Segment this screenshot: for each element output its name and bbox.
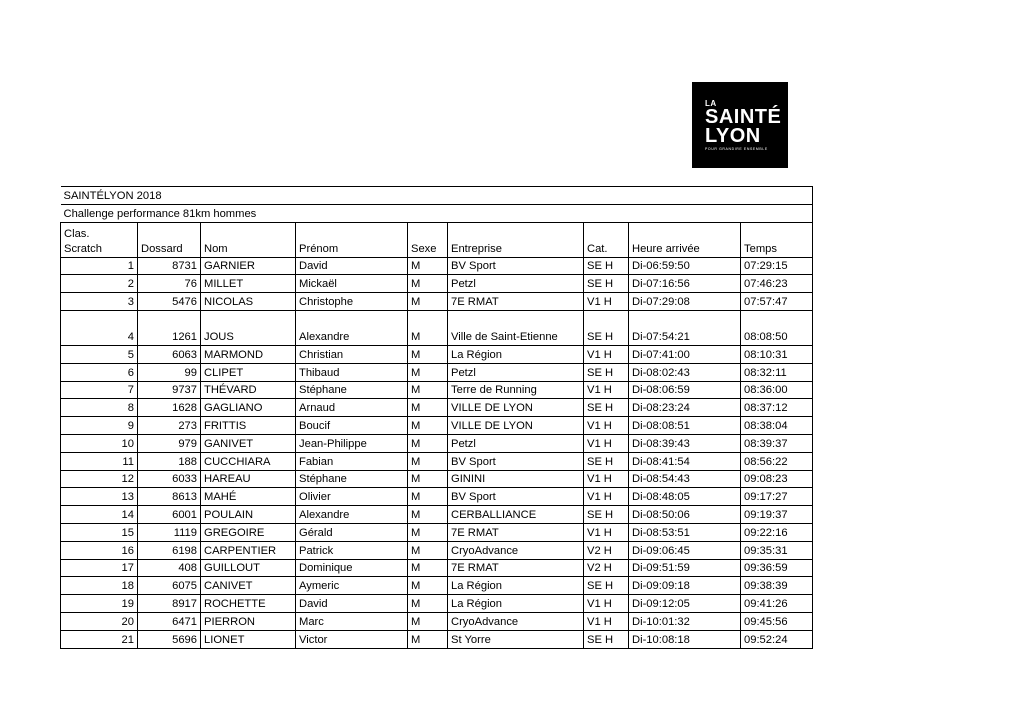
cell-prenom: Thibaud bbox=[296, 363, 408, 381]
cell-prenom: Jean-Philippe bbox=[296, 434, 408, 452]
cell-prenom: David bbox=[296, 257, 408, 275]
cell-nom: ROCHETTE bbox=[201, 595, 296, 613]
cell-cat: V1 H bbox=[584, 381, 629, 399]
table-row bbox=[61, 293, 813, 311]
cell-prenom: Boucif bbox=[296, 417, 408, 435]
cell-temps: 08:10:31 bbox=[741, 345, 813, 363]
cell-rank: 8 bbox=[61, 399, 138, 417]
cell-sexe: M bbox=[408, 434, 448, 452]
cell-prenom: Patrick bbox=[296, 541, 408, 559]
cell-entreprise: La Région bbox=[448, 595, 584, 613]
header-scratch: Scratch bbox=[64, 242, 102, 255]
cell-heure-arrivee: Di-09:09:18 bbox=[629, 577, 741, 595]
cell-prenom: Christian bbox=[296, 345, 408, 363]
table-row bbox=[61, 310, 813, 345]
table-row bbox=[61, 470, 813, 488]
cell-entreprise: 7E RMAT bbox=[448, 293, 584, 311]
cell-rank: 19 bbox=[61, 595, 138, 613]
header-heure-arrivee: Heure arrivée bbox=[629, 222, 741, 257]
cell-sexe: M bbox=[408, 310, 448, 345]
cell-sexe: M bbox=[408, 293, 448, 311]
logo-tagline: POUR GRANDIRE ENSEMBLE bbox=[705, 146, 768, 151]
cell-entreprise: Ville de Saint-Etienne bbox=[448, 310, 584, 345]
cell-rank: 21 bbox=[61, 630, 138, 648]
cell-sexe: M bbox=[408, 275, 448, 293]
cell-nom: LIONET bbox=[201, 630, 296, 648]
cell-cat: V1 H bbox=[584, 345, 629, 363]
header-prenom: Prénom bbox=[296, 222, 408, 257]
cell-rank: 3 bbox=[61, 293, 138, 311]
cell-entreprise: 7E RMAT bbox=[448, 523, 584, 541]
cell-rank: 9 bbox=[61, 417, 138, 435]
cell-nom: JOUS bbox=[201, 310, 296, 345]
cell-dossard: 8731 bbox=[138, 257, 201, 275]
sheet-title: SAINTÉLYON 2018 bbox=[61, 187, 813, 205]
cell-temps: 09:19:37 bbox=[741, 506, 813, 524]
cell-sexe: M bbox=[408, 488, 448, 506]
cell-temps: 07:46:23 bbox=[741, 275, 813, 293]
cell-entreprise: CryoAdvance bbox=[448, 612, 584, 630]
header-dossard: Dossard bbox=[138, 222, 201, 257]
cell-cat: V1 H bbox=[584, 470, 629, 488]
logo-line-la: LA bbox=[705, 98, 717, 108]
cell-dossard: 6471 bbox=[138, 612, 201, 630]
cell-entreprise: La Région bbox=[448, 577, 584, 595]
cell-sexe: M bbox=[408, 417, 448, 435]
cell-rank: 17 bbox=[61, 559, 138, 577]
cell-temps: 09:22:16 bbox=[741, 523, 813, 541]
cell-temps: 08:32:11 bbox=[741, 363, 813, 381]
cell-cat: V2 H bbox=[584, 541, 629, 559]
cell-nom: PIERRON bbox=[201, 612, 296, 630]
cell-rank: 12 bbox=[61, 470, 138, 488]
cell-prenom: David bbox=[296, 595, 408, 613]
cell-dossard: 1261 bbox=[138, 310, 201, 345]
cell-sexe: M bbox=[408, 452, 448, 470]
table-row bbox=[61, 417, 813, 435]
table-row bbox=[61, 523, 813, 541]
cell-nom: GARNIER bbox=[201, 257, 296, 275]
cell-rank: 10 bbox=[61, 434, 138, 452]
cell-rank: 5 bbox=[61, 345, 138, 363]
cell-nom: POULAIN bbox=[201, 506, 296, 524]
cell-dossard: 9737 bbox=[138, 381, 201, 399]
cell-dossard: 5476 bbox=[138, 293, 201, 311]
cell-cat: SE H bbox=[584, 630, 629, 648]
cell-rank: 18 bbox=[61, 577, 138, 595]
table-row bbox=[61, 541, 813, 559]
cell-sexe: M bbox=[408, 363, 448, 381]
cell-entreprise: VILLE DE LYON bbox=[448, 417, 584, 435]
cell-nom: CUCCHIARA bbox=[201, 452, 296, 470]
cell-entreprise: BV Sport bbox=[448, 257, 584, 275]
cell-rank: 4 bbox=[61, 310, 138, 345]
cell-nom: GAGLIANO bbox=[201, 399, 296, 417]
cell-sexe: M bbox=[408, 345, 448, 363]
cell-heure-arrivee: Di-09:06:45 bbox=[629, 541, 741, 559]
cell-heure-arrivee: Di-09:12:05 bbox=[629, 595, 741, 613]
cell-nom: GREGOIRE bbox=[201, 523, 296, 541]
table-row bbox=[61, 345, 813, 363]
cell-nom: GUILLOUT bbox=[201, 559, 296, 577]
header-clas-scratch bbox=[61, 222, 138, 257]
table-row bbox=[61, 452, 813, 470]
cell-prenom: Dominique bbox=[296, 559, 408, 577]
cell-cat: V1 H bbox=[584, 488, 629, 506]
cell-dossard: 408 bbox=[138, 559, 201, 577]
cell-cat: SE H bbox=[584, 257, 629, 275]
saintelyon-logo bbox=[692, 82, 788, 168]
table-row bbox=[61, 363, 813, 381]
cell-entreprise: BV Sport bbox=[448, 452, 584, 470]
cell-prenom: Alexandre bbox=[296, 506, 408, 524]
cell-entreprise: CryoAdvance bbox=[448, 541, 584, 559]
logo-line-sainte: SAINTÉ bbox=[705, 105, 782, 128]
cell-prenom: Mickaël bbox=[296, 275, 408, 293]
cell-heure-arrivee: Di-08:50:06 bbox=[629, 506, 741, 524]
cell-temps: 09:38:39 bbox=[741, 577, 813, 595]
cell-nom: NICOLAS bbox=[201, 293, 296, 311]
cell-heure-arrivee: Di-07:29:08 bbox=[629, 293, 741, 311]
cell-dossard: 1628 bbox=[138, 399, 201, 417]
cell-heure-arrivee: Di-07:16:56 bbox=[629, 275, 741, 293]
cell-sexe: M bbox=[408, 630, 448, 648]
cell-heure-arrivee: Di-08:23:24 bbox=[629, 399, 741, 417]
cell-sexe: M bbox=[408, 399, 448, 417]
cell-entreprise: GININI bbox=[448, 470, 584, 488]
cell-entreprise: BV Sport bbox=[448, 488, 584, 506]
cell-temps: 08:56:22 bbox=[741, 452, 813, 470]
cell-nom: CLIPET bbox=[201, 363, 296, 381]
table-row bbox=[61, 399, 813, 417]
sheet-subtitle: Challenge performance 81km hommes bbox=[61, 204, 813, 222]
cell-rank: 6 bbox=[61, 363, 138, 381]
cell-temps: 09:35:31 bbox=[741, 541, 813, 559]
cell-prenom: Olivier bbox=[296, 488, 408, 506]
cell-cat: SE H bbox=[584, 399, 629, 417]
cell-dossard: 76 bbox=[138, 275, 201, 293]
table-row bbox=[61, 434, 813, 452]
cell-heure-arrivee: Di-08:02:43 bbox=[629, 363, 741, 381]
cell-sexe: M bbox=[408, 612, 448, 630]
header-sexe: Sexe bbox=[408, 222, 448, 257]
table-row bbox=[61, 381, 813, 399]
header-row bbox=[61, 222, 813, 257]
cell-rank: 15 bbox=[61, 523, 138, 541]
cell-nom: GANIVET bbox=[201, 434, 296, 452]
cell-nom: HAREAU bbox=[201, 470, 296, 488]
cell-dossard: 8613 bbox=[138, 488, 201, 506]
cell-dossard: 8917 bbox=[138, 595, 201, 613]
cell-sexe: M bbox=[408, 506, 448, 524]
table-row bbox=[61, 595, 813, 613]
cell-entreprise: St Yorre bbox=[448, 630, 584, 648]
cell-temps: 09:17:27 bbox=[741, 488, 813, 506]
cell-entreprise: Petzl bbox=[448, 275, 584, 293]
cell-entreprise: Petzl bbox=[448, 363, 584, 381]
cell-cat: V1 H bbox=[584, 417, 629, 435]
cell-prenom: Alexandre bbox=[296, 310, 408, 345]
cell-heure-arrivee: Di-08:06:59 bbox=[629, 381, 741, 399]
cell-dossard: 6198 bbox=[138, 541, 201, 559]
cell-nom: MARMOND bbox=[201, 345, 296, 363]
cell-heure-arrivee: Di-08:53:51 bbox=[629, 523, 741, 541]
cell-temps: 09:36:59 bbox=[741, 559, 813, 577]
cell-temps: 08:39:37 bbox=[741, 434, 813, 452]
cell-temps: 08:08:50 bbox=[741, 310, 813, 345]
cell-heure-arrivee: Di-10:01:32 bbox=[629, 612, 741, 630]
cell-sexe: M bbox=[408, 257, 448, 275]
cell-rank: 7 bbox=[61, 381, 138, 399]
cell-entreprise: Terre de Running bbox=[448, 381, 584, 399]
table-row bbox=[61, 630, 813, 648]
cell-cat: V1 H bbox=[584, 595, 629, 613]
header-nom: Nom bbox=[201, 222, 296, 257]
cell-rank: 14 bbox=[61, 506, 138, 524]
header-entreprise: Entreprise bbox=[448, 222, 584, 257]
cell-temps: 07:29:15 bbox=[741, 257, 813, 275]
cell-prenom: Gérald bbox=[296, 523, 408, 541]
cell-dossard: 99 bbox=[138, 363, 201, 381]
cell-sexe: M bbox=[408, 523, 448, 541]
cell-cat: V2 H bbox=[584, 559, 629, 577]
cell-heure-arrivee: Di-09:51:59 bbox=[629, 559, 741, 577]
cell-rank: 11 bbox=[61, 452, 138, 470]
cell-entreprise: 7E RMAT bbox=[448, 559, 584, 577]
cell-cat: V1 H bbox=[584, 523, 629, 541]
cell-heure-arrivee: Di-08:41:54 bbox=[629, 452, 741, 470]
cell-sexe: M bbox=[408, 559, 448, 577]
cell-cat: V1 H bbox=[584, 612, 629, 630]
cell-heure-arrivee: Di-08:39:43 bbox=[629, 434, 741, 452]
cell-sexe: M bbox=[408, 541, 448, 559]
logo-line-lyon: LYON bbox=[705, 124, 761, 147]
cell-cat: SE H bbox=[584, 363, 629, 381]
cell-entreprise: VILLE DE LYON bbox=[448, 399, 584, 417]
cell-temps: 09:45:56 bbox=[741, 612, 813, 630]
cell-dossard: 6063 bbox=[138, 345, 201, 363]
cell-entreprise: Petzl bbox=[448, 434, 584, 452]
cell-temps: 07:57:47 bbox=[741, 293, 813, 311]
cell-dossard: 188 bbox=[138, 452, 201, 470]
cell-nom: CARPENTIER bbox=[201, 541, 296, 559]
cell-temps: 09:08:23 bbox=[741, 470, 813, 488]
cell-nom: THÉVARD bbox=[201, 381, 296, 399]
cell-cat: V1 H bbox=[584, 434, 629, 452]
cell-dossard: 1119 bbox=[138, 523, 201, 541]
cell-prenom: Victor bbox=[296, 630, 408, 648]
cell-heure-arrivee: Di-06:59:50 bbox=[629, 257, 741, 275]
cell-prenom: Marc bbox=[296, 612, 408, 630]
cell-rank: 13 bbox=[61, 488, 138, 506]
table-row bbox=[61, 559, 813, 577]
header-clas: Clas. bbox=[64, 227, 90, 240]
cell-prenom: Arnaud bbox=[296, 399, 408, 417]
cell-rank: 16 bbox=[61, 541, 138, 559]
cell-sexe: M bbox=[408, 595, 448, 613]
cell-nom: MILLET bbox=[201, 275, 296, 293]
cell-heure-arrivee: Di-10:08:18 bbox=[629, 630, 741, 648]
table-row bbox=[61, 275, 813, 293]
cell-nom: CANIVET bbox=[201, 577, 296, 595]
header-cat: Cat. bbox=[584, 222, 629, 257]
cell-cat: SE H bbox=[584, 452, 629, 470]
cell-heure-arrivee: Di-08:48:05 bbox=[629, 488, 741, 506]
cell-prenom: Aymeric bbox=[296, 577, 408, 595]
cell-dossard: 5696 bbox=[138, 630, 201, 648]
cell-temps: 09:52:24 bbox=[741, 630, 813, 648]
cell-temps: 08:36:00 bbox=[741, 381, 813, 399]
cell-prenom: Stéphane bbox=[296, 470, 408, 488]
results-table bbox=[60, 186, 813, 649]
cell-entreprise: La Région bbox=[448, 345, 584, 363]
cell-heure-arrivee: Di-08:54:43 bbox=[629, 470, 741, 488]
cell-heure-arrivee: Di-07:54:21 bbox=[629, 310, 741, 345]
cell-prenom: Stéphane bbox=[296, 381, 408, 399]
cell-nom: MAHÉ bbox=[201, 488, 296, 506]
cell-nom: FRITTIS bbox=[201, 417, 296, 435]
cell-heure-arrivee: Di-07:41:00 bbox=[629, 345, 741, 363]
cell-sexe: M bbox=[408, 381, 448, 399]
cell-cat: SE H bbox=[584, 506, 629, 524]
cell-dossard: 273 bbox=[138, 417, 201, 435]
cell-rank: 1 bbox=[61, 257, 138, 275]
cell-temps: 08:37:12 bbox=[741, 399, 813, 417]
cell-temps: 08:38:04 bbox=[741, 417, 813, 435]
cell-cat: SE H bbox=[584, 577, 629, 595]
table-row bbox=[61, 506, 813, 524]
cell-dossard: 6001 bbox=[138, 506, 201, 524]
cell-dossard: 6075 bbox=[138, 577, 201, 595]
table-row bbox=[61, 488, 813, 506]
cell-prenom: Fabian bbox=[296, 452, 408, 470]
cell-cat: V1 H bbox=[584, 293, 629, 311]
table-row bbox=[61, 257, 813, 275]
table-row bbox=[61, 577, 813, 595]
cell-prenom: Christophe bbox=[296, 293, 408, 311]
cell-sexe: M bbox=[408, 577, 448, 595]
cell-rank: 20 bbox=[61, 612, 138, 630]
cell-dossard: 6033 bbox=[138, 470, 201, 488]
cell-heure-arrivee: Di-08:08:51 bbox=[629, 417, 741, 435]
cell-cat: SE H bbox=[584, 275, 629, 293]
header-temps: Temps bbox=[741, 222, 813, 257]
cell-temps: 09:41:26 bbox=[741, 595, 813, 613]
cell-sexe: M bbox=[408, 470, 448, 488]
table-row bbox=[61, 612, 813, 630]
cell-entreprise: CERBALLIANCE bbox=[448, 506, 584, 524]
cell-cat: SE H bbox=[584, 310, 629, 345]
cell-rank: 2 bbox=[61, 275, 138, 293]
cell-dossard: 979 bbox=[138, 434, 201, 452]
